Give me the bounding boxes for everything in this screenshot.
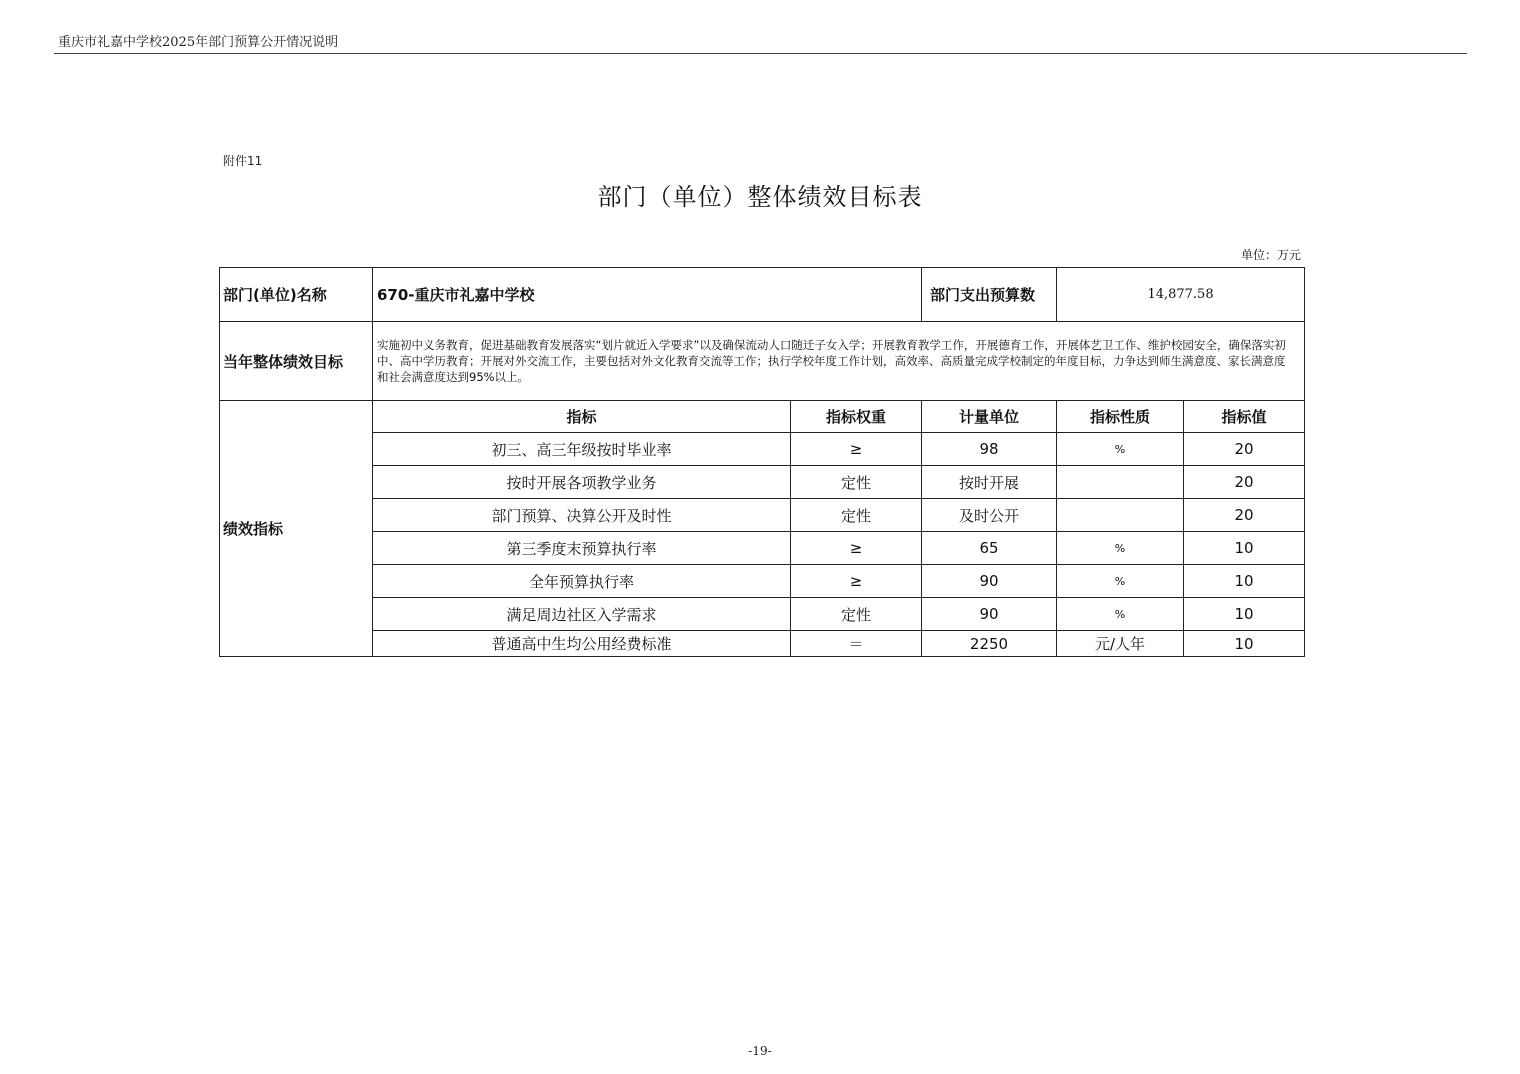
indicator-weight: 定性 (791, 466, 922, 499)
indicator-nature: % (1057, 598, 1184, 631)
indicator-value: 10 (1184, 598, 1305, 631)
indicator-unit: 及时公开 (922, 499, 1057, 532)
indicator-unit: 2250 (922, 631, 1057, 657)
table-row (220, 499, 1305, 532)
indicator-nature (1057, 466, 1184, 499)
indicator-value: 20 (1184, 466, 1305, 499)
running-header-title: 重庆市礼嘉中学校2025年部门预算公开情况说明 (58, 35, 339, 50)
table-row (220, 598, 1305, 631)
indicator-nature (1057, 499, 1184, 532)
page-number: -19- (748, 1044, 772, 1058)
performance-target-table (219, 267, 1305, 657)
table-row (220, 466, 1305, 499)
indicator-name: 普通高中生均公用经费标准 (373, 631, 791, 657)
indicator-weight: ≥ (791, 532, 922, 565)
table-row-column-headers (220, 401, 1305, 433)
indicator-unit: 按时开展 (922, 466, 1057, 499)
page-title: 部门（单位）整体绩效目标表 (597, 183, 923, 211)
table-row (220, 532, 1305, 565)
indicator-value: 10 (1184, 565, 1305, 598)
indicator-weight: ≥ (791, 565, 922, 598)
indicators-label: 绩效指标 (220, 401, 373, 657)
indicator-name: 初三、高三年级按时毕业率 (373, 433, 791, 466)
dept-name-value: 670-重庆市礼嘉中学校 (373, 268, 922, 322)
indicator-nature: % (1057, 532, 1184, 565)
goal-text: 实施初中义务教育，促进基础教育发展落实“划片就近入学要求”以及确保流动人口随迁子女入学；开展教育教学工作，开展德育工作，开展体艺卫工作、维护校园安全，确保落实初中、高中学历教育；开展对外交流工作，主要包括对外文化教育交流等工作；执行学校年度工作计划，高效率、高质量完成学校制定的年度目标，力争达到师生满意度、家长满意度和社会满意度达到95%以上。 (373, 322, 1305, 401)
column-header-nature: 指标性质 (1057, 401, 1184, 433)
column-header-indicator: 指标 (373, 401, 791, 433)
indicator-unit: 90 (922, 598, 1057, 631)
indicator-name: 满足周边社区入学需求 (373, 598, 791, 631)
attachment-label: 附件11 (223, 154, 263, 168)
indicator-weight: ≥ (791, 433, 922, 466)
column-header-weight: 指标权重 (791, 401, 922, 433)
indicator-value: 20 (1184, 433, 1305, 466)
budget-value: 14,877.58 (1057, 268, 1305, 322)
indicator-weight: 定性 (791, 598, 922, 631)
table-row-dept (220, 268, 1305, 322)
header-divider (54, 53, 1467, 54)
indicator-name: 第三季度末预算执行率 (373, 532, 791, 565)
indicator-nature: 元/人年 (1057, 631, 1184, 657)
indicator-unit: 90 (922, 565, 1057, 598)
column-header-unit: 计量单位 (922, 401, 1057, 433)
indicator-unit: 98 (922, 433, 1057, 466)
budget-label: 部门支出预算数 (922, 268, 1057, 322)
indicator-nature: % (1057, 565, 1184, 598)
indicator-weight: ＝ (791, 631, 922, 657)
indicator-nature: % (1057, 433, 1184, 466)
indicator-unit: 65 (922, 532, 1057, 565)
indicator-value: 10 (1184, 631, 1305, 657)
goal-label: 当年整体绩效目标 (220, 322, 373, 401)
indicator-name: 部门预算、决算公开及时性 (373, 499, 791, 532)
table-row (220, 433, 1305, 466)
indicator-name: 按时开展各项教学业务 (373, 466, 791, 499)
table-row (220, 565, 1305, 598)
table-row-goal (220, 322, 1305, 401)
column-header-value: 指标值 (1184, 401, 1305, 433)
indicator-weight: 定性 (791, 499, 922, 532)
table-row (220, 631, 1305, 657)
indicator-name: 全年预算执行率 (373, 565, 791, 598)
indicator-value: 10 (1184, 532, 1305, 565)
indicator-value: 20 (1184, 499, 1305, 532)
unit-note: 单位：万元 (1240, 248, 1301, 262)
dept-name-label: 部门(单位)名称 (220, 268, 373, 322)
